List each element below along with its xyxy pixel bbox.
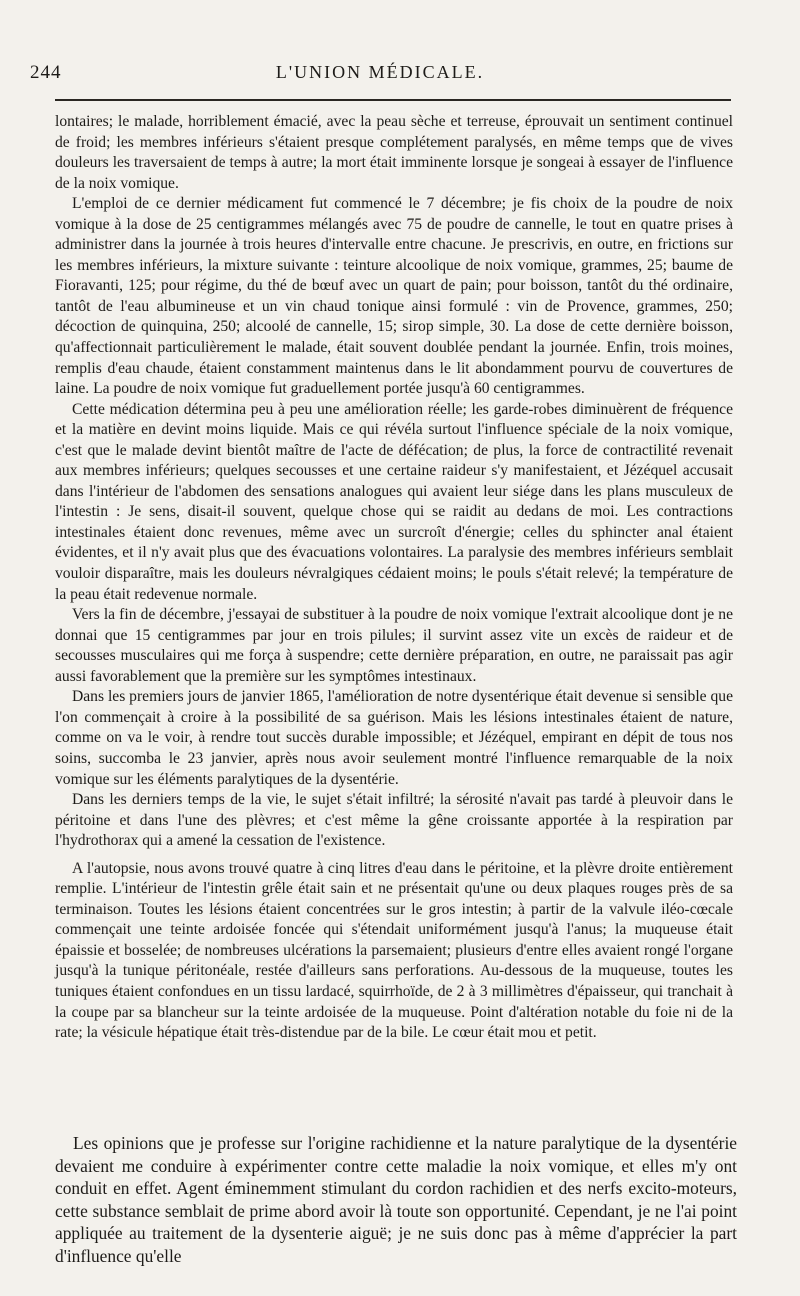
closing-section <box>55 1132 737 1268</box>
running-title: L'UNION MÉDICALE. <box>275 62 485 82</box>
paragraph-continued: lontaires; le malade, horriblement émacié, avec la peau sèche et terreuse, éprouvait un sentiment continuel de froid; les membres inférieurs s'étaient presque complétement paralysés, en même temps que de vives douleurs les traversaient de temps à autre; la mort était imminente lorsque je songeai à essayer de l'influence de la noix vomique. <box>55 113 733 192</box>
paragraph-spacer <box>55 852 733 859</box>
paragraph: Cette médication détermina peu à peu une amélioration réelle; les garde-robes diminuèrent de fréquence et la matière en devint moins liquide. Mais ce qui révéla surtout l'influence spéciale de la noix vomique, c'est que le malade devint bientôt maître de l'acte de défécation; de plus, la force de contractilité revenait aux membres inférieurs; quelques secousses et une certaine raideur s'y manifestaient, et Jézéquel accusait dans l'intérieur de l'abdomen des sensations analogues qui avaient leur siége dans les plans musculeux de l'intestin : Je sens, disait-il souvent, quelque chose qui se raidit au dedans de moi. Les contractions intestinales étaient donc revenues, même avec un surcroît d'énergie; celles du sphincter anal étaient évidentes, et il n'y avait plus que des évacuations volontaires. La paralysie des membres inférieurs semblait vouloir disparaître, mais les douleurs névralgiques cédaient moins; le pouls s'était relevé; la température de la peau était redevenue normale. <box>55 400 733 603</box>
paragraph: Vers la fin de décembre, j'essayai de substituer à la poudre de noix vomique l'extrait alcoolique dont je ne donnai que 15 centigrammes par jour en trois pilules; il survint assez vite un excès de raideur et de secousses musculaires qui me força à suspendre; cette dernière préparation, en outre, ne paraissait pas agir aussi favorablement que la première sur les symptômes intestinaux. <box>55 606 733 685</box>
page-header <box>30 62 730 92</box>
article-body <box>55 112 733 1044</box>
paragraph: Dans les premiers jours de janvier 1865, l'amélioration de notre dysentérique était devenue si sensible que l'on commençait à croire à la possibilité de sa guérison. Mais les lésions intestinales étaient de nature, comme on va le voir, à rendre tout succès durable impossible; et Jézéquel, empirant en dépit de tous nos soins, succomba le 23 janvier, après nous avoir seulement montré l'influence remarquable de la noix vomique sur les éléments paralytiques de la dysentérie. <box>55 688 734 788</box>
paragraph: L'emploi de ce dernier médicament fut commencé le 7 décembre; je fis choix de la poudre de noix vomique à la dose de 25 centigrammes mélangés avec 75 de poudre de cannelle, le tout en quatre prises à administrer dans la journée à trois heures d'intervalle entre chacune. Je prescrivis, en outre, en frictions sur les membres inférieurs, la mixture suivante : teinture alcoolique de noix vomique, grammes, 25; baume de Fioravanti, 125; pour régime, du thé de bœuf avec un quart de pain; pour boisson, tantôt du thé ordinaire, tantôt de l'eau albumineuse et un vin chaud tonique ainsi formulé : vin de Provence, grammes, 250; décoction de quinquina, 250; alcoolé de cannelle, 15; sirop simple, 30. La dose de cette dernière boisson, qu'affectionnait particulièrement le malade, était souvent doublée pendant la journée. Enfin, trois moines, remplis d'eau chaude, étaient constamment maintenus dans le lit abondamment pourvu de couvertures de laine. La poudre de noix vomique fut graduellement portée jusqu'à 60 centigrammes. <box>55 195 733 398</box>
header-rule <box>55 99 731 101</box>
page-number: 244 <box>30 62 62 83</box>
paragraph: Dans les derniers temps de la vie, le sujet s'était infiltré; la sérosité n'avait pas tardé à pleuvoir dans le péritoine et dans l'une des plèvres; et c'est même la gêne croissante apportée à la respiration par l'hydrothorax qui a amené la cessation de l'existence. <box>55 791 733 850</box>
paragraph-autopsy: A l'autopsie, nous avons trouvé quatre à cinq litres d'eau dans le péritoine, et la plèvre droite entièrement remplie. L'intérieur de l'intestin grêle était sain et ne présentait qu'une ou deux plaques rouges près de sa terminaison. Toutes les lésions étaient concentrées sur le gros intestin; à partir de la valvule iléo-cœcale commençait une teinte ardoisée foncée qui s'étendait uniformément jusqu'à l'anus; la muqueuse était épaissie et bosselée; de nombreuses ulcérations la parsemaient; plusieurs d'entre elles avaient rongé l'organe jusqu'à la tunique péritonéale, restée d'ailleurs sans perforations. Au-dessous de la muqueuse, toutes les tuniques étaient confondues en un tissu lardacé, squirrhoïde, de 2 à 3 millimètres d'épaisseur, qui tranchait à la coupe par sa blancheur sur la teinte ardoisée de la muqueuse. Point d'altération notable du foie ni de la rate; la vésicule hépatique était très-distendue par de la bile. Le cœur était mou et petit. <box>55 859 733 1042</box>
closing-paragraph: Les opinions que je professe sur l'origine rachidienne et la nature paralytique de la dysentérie devaient me conduire à expérimenter contre cette maladie la noix vomique, et elles m'y ont conduit en effet. Agent éminemment stimulant du cordon rachidien et des nerfs excito-moteurs, cette substance semblait de prime abord avoir là toute son opportunité. Cependant, je ne l'ai point appliquée au traitement de la dysenterie aiguë; je ne suis donc pas à même d'apprécier la part d'influence qu'elle <box>55 1133 737 1266</box>
